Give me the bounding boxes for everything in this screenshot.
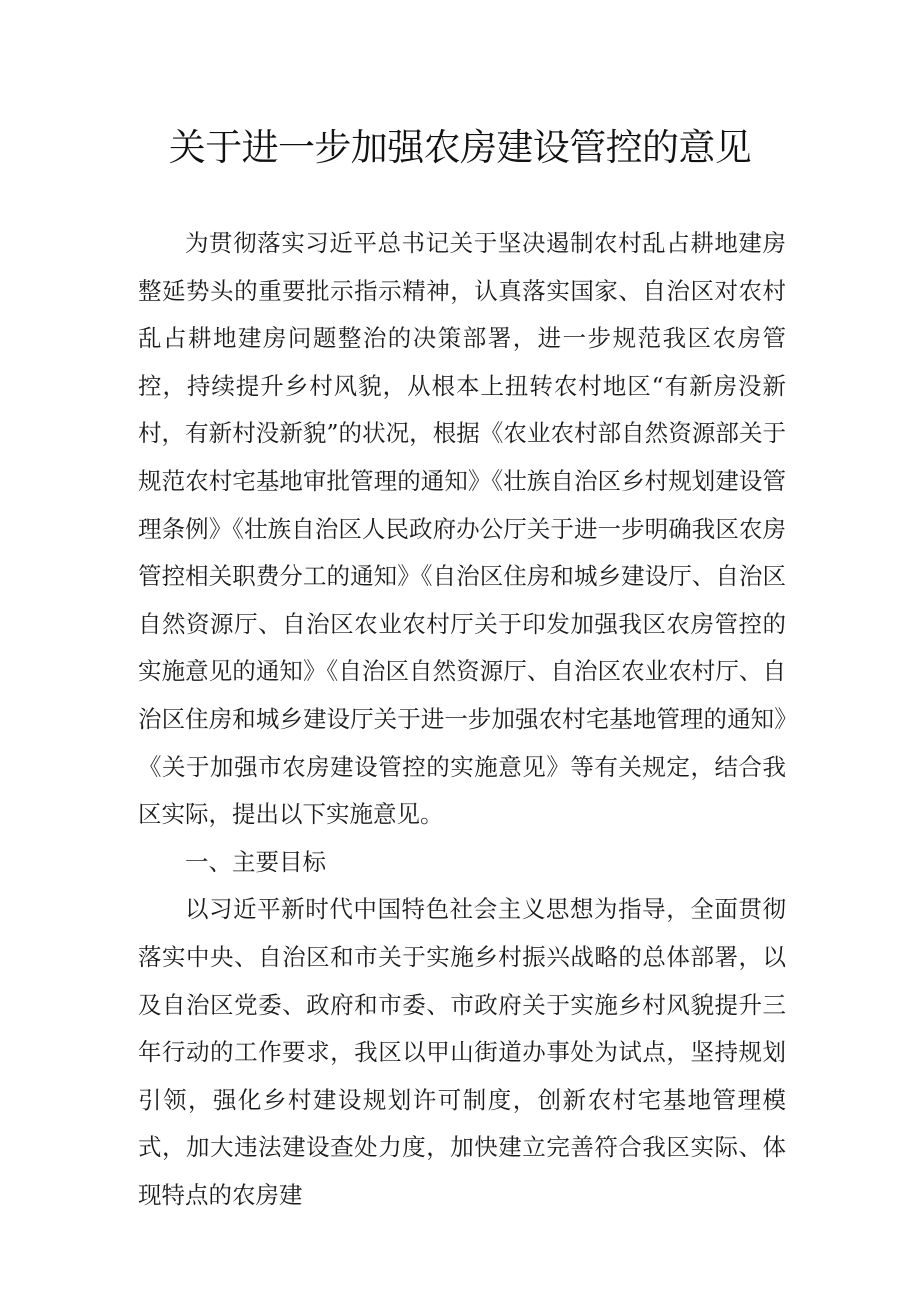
document-title: 关于进一步加强农房建设管控的意见 (168, 126, 752, 169)
document-body (138, 220, 786, 1219)
paragraph-intro: 为贯彻落实习近平总书记关于坚决遏制农村乱占耕地建房整延势头的重要批示指示精神，认真落实国家、自治区对农村乱占耕地建房问题整治的决策部署，进一步规范我区农房管控，持续提升乡村风貌，从根本上扭转农村地区“有新房没新村，有新村没新貌”的状况，根据《农业农村部自然资源部关于规范农村宅基地审批管理的通知》《壮族自治区乡村规划建设管理条例》《壮族自治区人民政府办公厅关于进一步明确我区农房管控相关职费分工的通知》《自治区住房和城乡建设厅、自治区自然资源厅、自治区农业农村厅关于印发加强我区农房管控的实施意见的通知》《自治区自然资源厅、自治区农业农村厅、自治区住房和城乡建设厅关于进一步加强农村宅基地管理的通知》《关于加强市农房建设管控的实施意见》等有关规定，结合我区实际，提出以下实施意见。 (138, 229, 786, 829)
section-heading-main-goals: 一、主要目标 (185, 847, 326, 876)
paragraph-main-goals: 以习近平新时代中国特色社会主义思想为指导，全面贯彻落实中央、自治区和市关于实施乡村振兴战略的总体部署，以及自治区党委、政府和市委、市政府关于实施乡村风貌提升三年行动的工作要求，我区以甲山街道办事处为试点，坚持规划引领，强化乡村建设规划许可制度，创新农村宅基地管理模式，加大违法建设查处力度，加快建立完善符合我区实际、体现特点的农房建 (138, 895, 786, 1209)
